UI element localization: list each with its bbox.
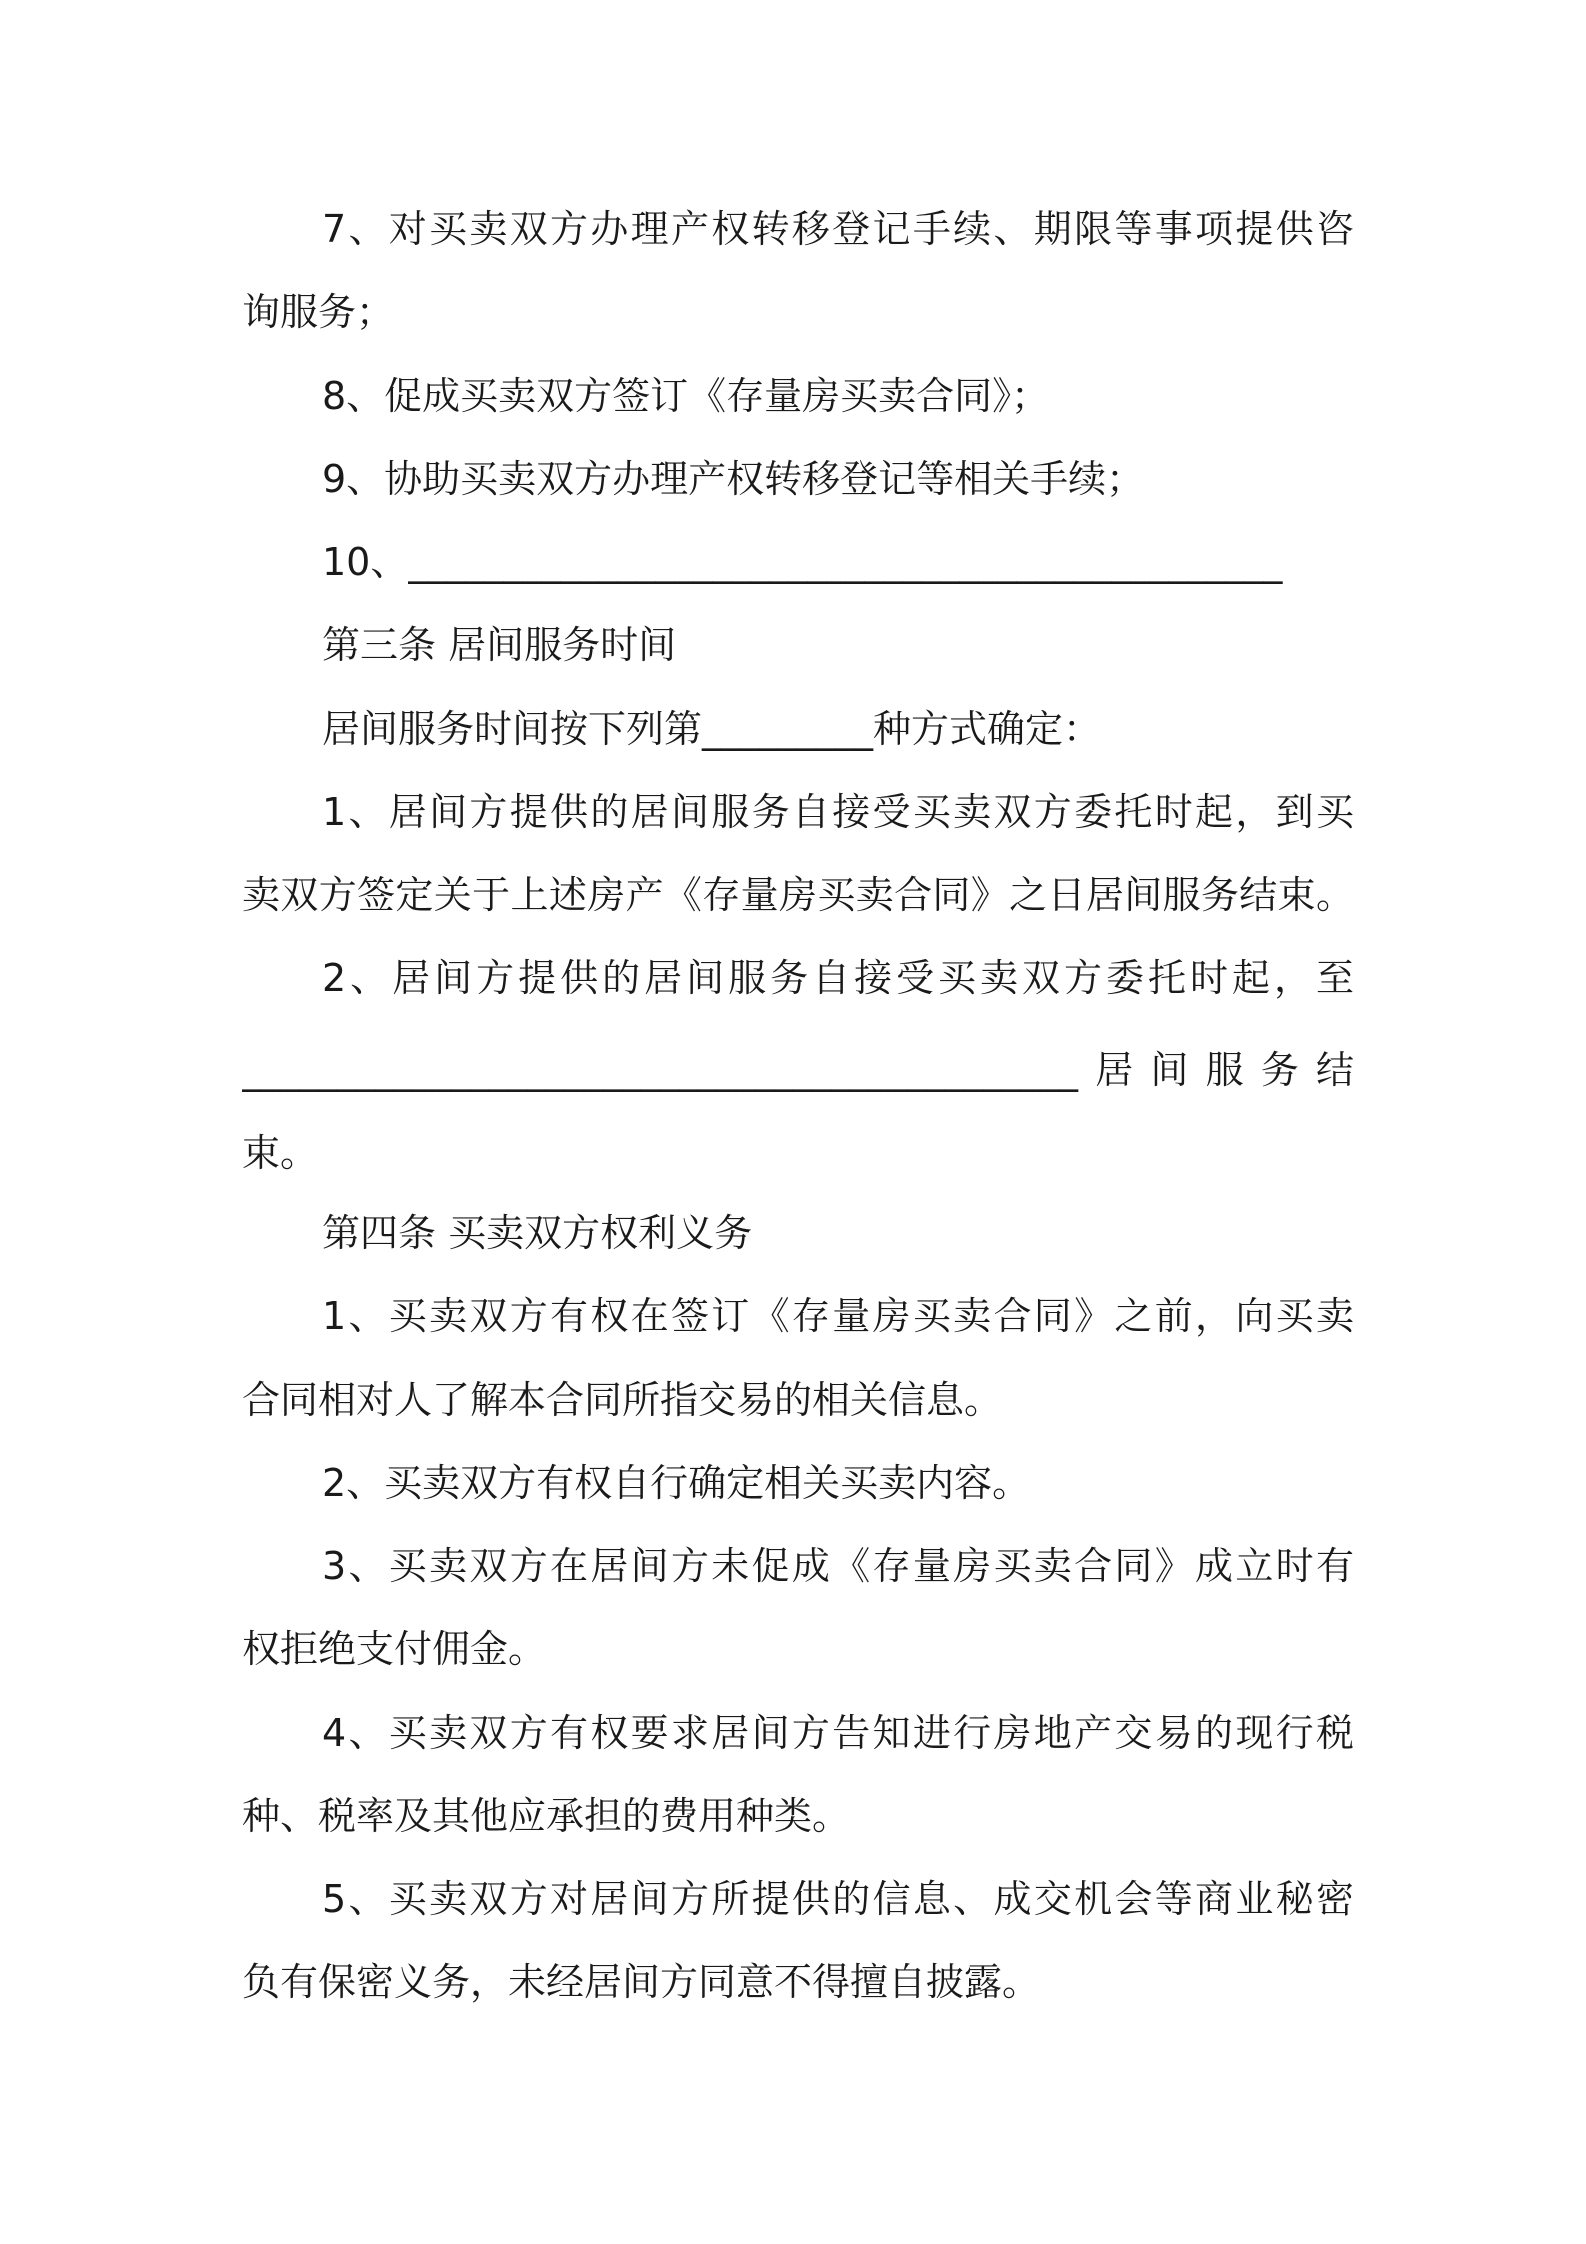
paragraph-line: 5、买卖双方对居间方所提供的信息、成交机会等商业秘密 <box>322 1877 1354 1921</box>
paragraph-line: 1、居间方提供的居间服务自接受买卖双方委托时起，到买 <box>322 790 1354 834</box>
paragraph-line: 询服务； <box>242 290 395 334</box>
section-heading: 第四条 买卖双方权利义务 <box>322 1211 753 1255</box>
paragraph-line: 种、税率及其他应承担的费用种类。 <box>242 1794 851 1838</box>
paragraph-line: 1、买卖双方有权在签订《存量房买卖合同》之前，向买卖 <box>322 1294 1354 1338</box>
paragraph-line: 3、买卖双方在居间方未促成《存量房买卖合同》成立时有 <box>322 1544 1354 1588</box>
paragraph-line: 居间服务时间按下列第_________种方式确定： <box>322 707 1102 751</box>
paragraph-line: 4、买卖双方有权要求居间方告知进行房地产交易的现行税 <box>322 1711 1354 1755</box>
paragraph-line: 束。 <box>242 1131 319 1175</box>
paragraph-line: 2、买卖双方有权自行确定相关买卖内容。 <box>322 1461 1031 1505</box>
section-heading: 第三条 居间服务时间 <box>322 623 677 667</box>
paragraph-line: 9、协助买卖双方办理产权转移登记等相关手续； <box>322 457 1145 501</box>
paragraph-line: 负有保密义务，未经居间方同意不得擅自披露。 <box>242 1960 1041 2004</box>
blank-fill-line: 10、______________________________________________ <box>322 540 1283 584</box>
paragraph-line: 合同相对人了解本合同所指交易的相关信息。 <box>242 1378 1003 1422</box>
paragraph-line: 权拒绝支付佣金。 <box>242 1627 547 1671</box>
blank-fill-line: ____________________________________________居间服务结 <box>242 1048 1354 1092</box>
paragraph-line: 8、促成买卖双方签订《存量房买卖合同》； <box>322 374 1050 418</box>
paragraph-line: 卖双方签定关于上述房产《存量房买卖合同》之日居间服务结束。 <box>242 873 1354 917</box>
paragraph-line: 7、对买卖双方办理产权转移登记手续、期限等事项提供咨 <box>322 207 1354 251</box>
paragraph-line: 2、居间方提供的居间服务自接受买卖双方委托时起，至 <box>322 956 1354 1000</box>
